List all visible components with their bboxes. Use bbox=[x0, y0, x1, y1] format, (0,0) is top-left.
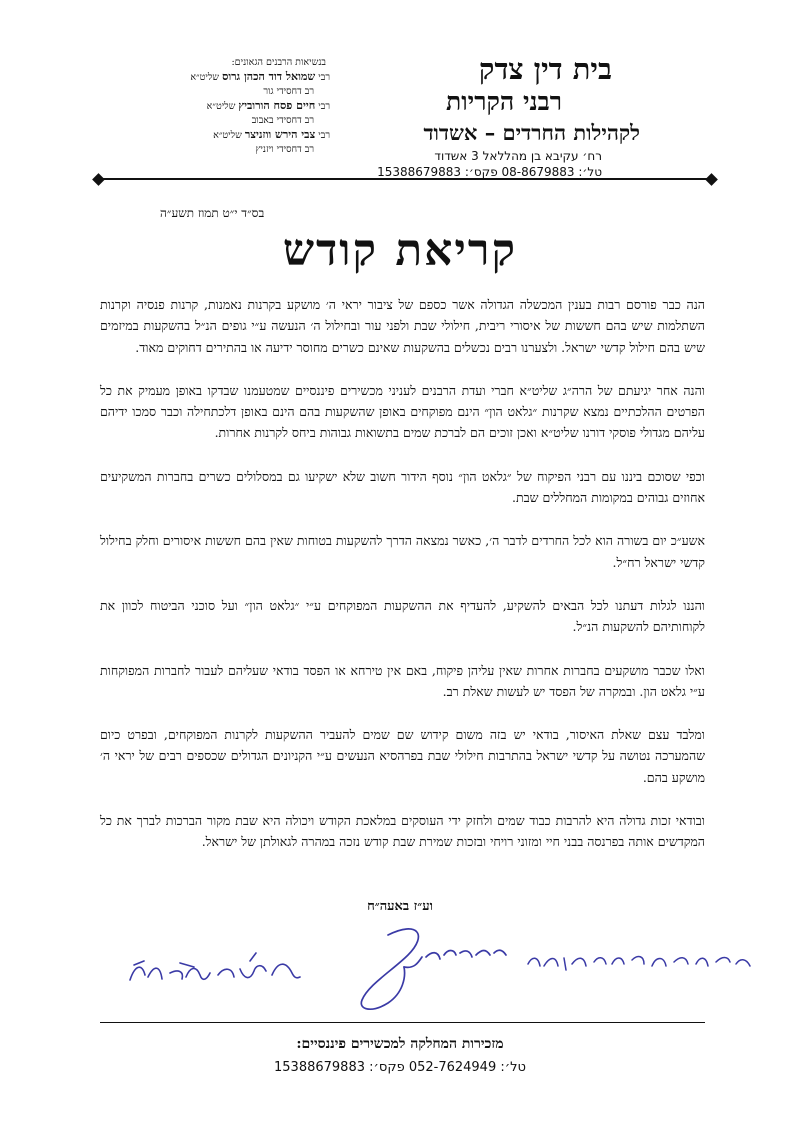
letter-body bbox=[100, 294, 705, 875]
rabbi-suffix: שליט״א bbox=[190, 72, 220, 83]
rabbi-name: שמואל דוד הכהן גרוס bbox=[222, 70, 316, 83]
rabbi-title: רב דחסידי ויזניץ bbox=[255, 144, 314, 155]
body-paragraph: וכפי שסוכם ביננו עם רבני הפיקוח של ״גלאט הון״ נוסף הידור חשוב שלא ישקיעו גם במסלולים כשרים בחברות המשקיעים אחוזים גבוהים במקומות המחללים שבת. bbox=[100, 468, 705, 506]
body-paragraph: אשע״כ יום בשורה הוא לכל החרדים לדבר ה׳, כאשר נמצאה הדרך להשקעות בטוחות שאין בהם חששות איסורים וחלק בחילול קדשי ישראל רח״ל. bbox=[100, 533, 705, 570]
signature-3 bbox=[520, 940, 760, 980]
court-address: רח׳ עקיבא בן מהללאל 3 אשדוד bbox=[434, 149, 602, 163]
signature-2 bbox=[348, 915, 528, 1025]
rabbi-name: חיים פסח הורוביץ bbox=[238, 99, 316, 112]
page-title: קריאת קודש bbox=[282, 225, 518, 276]
letter-date: בס״ד י״ט תמוז תשע״ה bbox=[160, 206, 265, 220]
body-paragraph: הנה כבר פורסם רבות בענין המכשלה הגדולה אשר כספם של ציבור יראי ה׳ מושקע בקרנות נאמנות, קרנות פנסיה וקרנות השתלמות שיש בהם חששות של איסורי ריבית, חילולי שבת ולפני עור ובחילול ה׳ הנעשה ע״י גופים הנ״ל בהשקעות במיזמים שיש בהם חילול קדשי ישראל. ולצערנו רבים נכשלים בהשקעות שאינם כשרים מחוסר ידיעה או בהתירים דחוקים מאוד. bbox=[100, 297, 705, 355]
rabbi-entry bbox=[150, 70, 330, 85]
court-phone: טל׳: 08-8679883 פקס׳: 15388679883 bbox=[377, 165, 602, 179]
rabbi-prefix: רבי bbox=[318, 130, 330, 141]
court-subtitle: רבני הקריות bbox=[446, 87, 562, 116]
rabbi-entry bbox=[150, 99, 330, 114]
header-divider bbox=[100, 178, 710, 180]
rabbi-suffix: שליט״א bbox=[206, 101, 236, 112]
rabbi-title: רב דחסידי גור bbox=[263, 86, 314, 97]
body-paragraph: ובודאי זכות גדולה היא להרבות כבוד שמים ולחזק ידי העוסקים במלאכת הקודש ויכולה היא שבת מקור הברכות לברך את כל המקדשים אותה בפרנסה בבני חיי ומזוני רויחי ובזכות שמירת שבת קודש נזכה במהרה לגאולתן של ישראל. bbox=[100, 813, 705, 850]
court-name: בית דין צדק bbox=[478, 52, 612, 86]
footer-title: מזכירות המחלקה למכשירים פיננסיים: bbox=[296, 1036, 504, 1052]
rabbi-prefix: רבי bbox=[318, 72, 330, 83]
rabbi-title: רב דחסידי באבוב bbox=[251, 115, 314, 126]
rabbi-entry bbox=[150, 128, 330, 143]
closing-line: וע״ז באעה״ח bbox=[367, 899, 433, 914]
rabbi-name: צבי הירש ווזניצר bbox=[244, 128, 316, 141]
rabbis-heading: בנשיאות הרבנים הגאונים: bbox=[231, 57, 326, 68]
footer-divider bbox=[100, 1022, 705, 1023]
body-paragraph: והנה אחר יגיעתם של הרה״ג שליט״א חברי ועדת הרבנים לעניני מכשירים פיננסיים שמטעמנו שבדקו באופן מעמיק את כל הפרטים ההלכתיים נמצא שקרנות ״גלאט הון״ הינם מפוקחים באופן שהשקעות בהם הינם באופן דלכתחילה וכבר סמכו ידיהם עליהם מגדולי פוסקי דורנו שליט״א ואכן זוכים הם לברכת שמים בתשואות גבוהות ביחס לקרנות אחרות. bbox=[100, 382, 705, 441]
signatures bbox=[120, 915, 760, 1025]
rabbi-prefix: רבי bbox=[318, 101, 330, 112]
footer-phone: טל׳: 052-7624949 פקס׳: 15388679883 bbox=[274, 1060, 526, 1075]
body-paragraph: והננו לגלות דעתנו לכל הבאים להשקיע, להעדיף את ההשקעות המפוקחים ע״י ״גלאט הון״ ועל סוכני הביטוח לכוון את לקוחותיהם להשקעות הנ״ל. bbox=[100, 597, 705, 635]
rabbis-list bbox=[150, 56, 330, 157]
signature-1 bbox=[120, 935, 310, 995]
court-community: לקהילות החרדים – אשדוד bbox=[423, 120, 640, 145]
rabbi-suffix: שליט״א bbox=[213, 130, 242, 141]
court-letterhead bbox=[332, 52, 640, 180]
body-paragraph: ומלבד עצם שאלת האיסור, בודאי יש בזה משום קידוש שם שמים להעביר ההשקעות לקרנות המפוקחים, ובפרט כיום שהמערכה נטושה על קדשי ישראל בהתרבות חילולי שבת בפרהסיא הנעשים ע״י הקניונים הגדולים שכספים רבים של יראי ה׳ מושקע בהם. bbox=[100, 727, 705, 785]
body-paragraph: ואלו שכבר מושקעים בחברות אחרות שאין עליהן פיקוח, באם אין טירחא או הפסד בודאי שעליהם לעבור לחברות המפוקחות ע״י גלאט הון. ובמקרה של הפסד יש לעשות שאלת רב. bbox=[100, 662, 705, 699]
